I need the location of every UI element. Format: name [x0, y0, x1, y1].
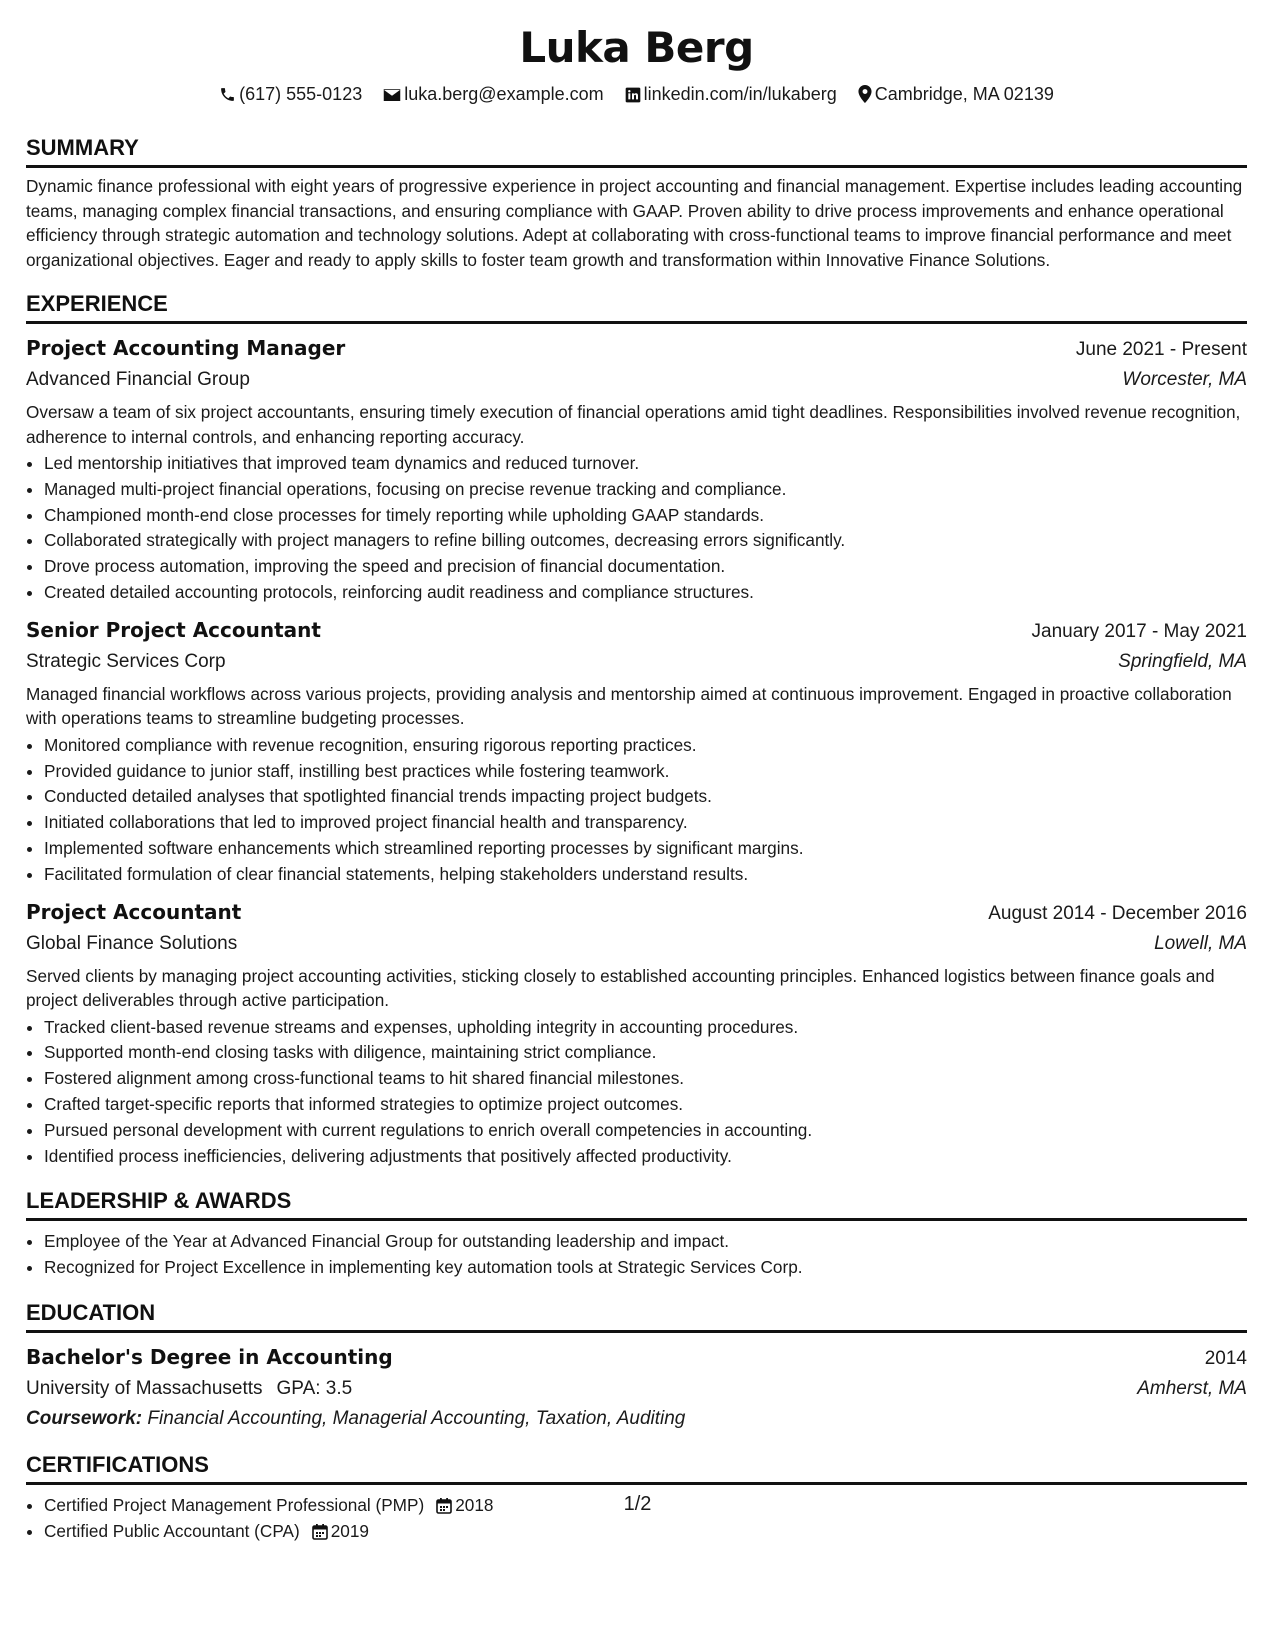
candidate-name: Luka Berg [519, 23, 754, 72]
job-bullets [26, 1015, 1247, 1170]
school-location: Amherst, MA [1137, 1377, 1247, 1399]
job-entry [26, 616, 1247, 888]
linkedin-icon [625, 87, 641, 103]
contact-location [858, 84, 1054, 104]
map-pin-icon [858, 85, 872, 103]
job-location: Springfield, MA [1118, 650, 1247, 672]
resume-page [26, 0, 1247, 1545]
job-location: Lowell, MA [1154, 932, 1247, 954]
company-name: Advanced Financial Group [26, 369, 250, 390]
leadership-bullets [26, 1229, 1247, 1281]
job-dates: January 2017 - May 2021 [1031, 620, 1247, 642]
gpa: GPA: 3.5 [276, 1377, 353, 1399]
certification-year: 2018 [455, 1494, 494, 1515]
list-item: • Facilitated formulation of clear financial statements, helping stakeholders understand results. [44, 862, 1247, 888]
leadership-heading: LEADERSHIP & AWARDS [26, 1187, 1247, 1221]
list-item: • Provided guidance to junior staff, instilling best practices while fostering teamwork. [44, 759, 1247, 785]
list-item: • Supported month-end closing tasks with diligence, maintaining strict compliance. [44, 1040, 1247, 1066]
summary-heading: SUMMARY [26, 134, 1247, 168]
list-item: • Crafted target-specific reports that informed strategies to optimize project outcomes. [44, 1092, 1247, 1118]
contact-email[interactable] [383, 84, 608, 104]
certification-name: Certified Public Accountant (CPA) [44, 1520, 300, 1541]
job-entry [26, 898, 1247, 1170]
company-name: Global Finance Solutions [26, 932, 238, 954]
job-entry [26, 334, 1247, 606]
job-description: Served clients by managing project accounting activities, sticking closely to established accounting principles. Enhanced logistics between finance goals and project deliverables through active participation. [26, 965, 1215, 1011]
coursework [26, 1405, 1247, 1433]
job-title: Project Accountant [26, 899, 242, 924]
list-item: • Recognized for Project Excellence in implementing key automation tools at Strategic Services Corp. [44, 1255, 1247, 1281]
list-item: • Pursued personal development with current regulations to enrich overall competencies in accounting. [44, 1118, 1247, 1144]
education-entry [26, 1343, 1247, 1433]
page-number: 1/2 [623, 1493, 652, 1515]
job-description: Managed financial workflows across various projects, providing analysis and mentorship aimed at continuous improvement. Engaged in proactive collaboration with operations teams to streamline budgeting processes. [26, 683, 1232, 729]
list-item: • Drove process automation, improving the speed and precision of financial documentation. [44, 554, 1247, 580]
job-description: Oversaw a team of six project accountants, ensuring timely execution of financial operations amid tight deadlines. Responsibilities involved revenue recognition, adherence to internal controls, and enhancing reporting accuracy. [26, 402, 1241, 447]
list-item: • Created detailed accounting protocols, reinforcing audit readiness and compliance structures. [44, 580, 1247, 606]
list-item: • Managed multi-project financial operations, focusing on precise revenue tracking and compliance. [44, 477, 1247, 503]
job-title: Project Accounting Manager [26, 336, 346, 360]
linkedin-text: linkedin.com/in/lukaberg [643, 84, 837, 104]
calendar-icon [312, 1523, 328, 1540]
job-dates: August 2014 - December 2016 [988, 902, 1247, 924]
job-dates: June 2021 - Present [1075, 339, 1247, 360]
contact-line [26, 82, 1247, 106]
list-item: • Identified process inefficiencies, delivering adjustments that positively affected productivity. [44, 1144, 1247, 1170]
graduation-year: 2014 [1204, 1347, 1247, 1369]
job-bullets [26, 733, 1247, 888]
list-item: • Conducted detailed analyses that spotlighted financial trends impacting project budgets. [44, 784, 1247, 810]
job-title: Senior Project Accountant [26, 617, 321, 642]
job-bullets [26, 451, 1247, 606]
list-item: • Fostered alignment among cross-functional teams to hit shared financial milestones. [44, 1066, 1247, 1092]
list-item: • Implemented software enhancements which streamlined reporting processes by significant margins. [44, 836, 1247, 862]
list-item: • Led mentorship initiatives that improved team dynamics and reduced turnover. [44, 451, 1247, 477]
coursework-list: Financial Accounting, Managerial Accounting, Taxation, Auditing [147, 1407, 686, 1429]
education-heading: EDUCATION [26, 1299, 1247, 1333]
contact-linkedin[interactable] [625, 84, 842, 104]
list-item: • Collaborated strategically with project managers to refine billing outcomes, decreasing errors significantly. [44, 528, 1247, 554]
summary-text: Dynamic finance professional with eight years of progressive experience in project accounting and financial management. Expertise includes leading accounting teams, managing complex financial transactions, and ensuring compliance with GAAP. Proven ability to drive process improvements and enhance operational efficiency through strategic automation and technology solutions. Adept at collaborating with cross-functional teams to improve financial performance and meet organizational objectives. Eager and ready to apply skills to foster team growth and transformation within Innovative Finance Solutions. [26, 176, 1243, 270]
phone-icon [219, 86, 236, 103]
email-text: luka.berg@example.com [404, 84, 604, 104]
phone-text: (617) 555-0123 [239, 84, 363, 104]
experience-heading: EXPERIENCE [26, 290, 1247, 324]
list-item: • Initiated collaborations that led to improved project financial health and transparency. [44, 810, 1247, 836]
certifications-heading: CERTIFICATIONS [26, 1451, 1247, 1485]
coursework-label: Coursework: [26, 1407, 143, 1429]
envelope-icon [383, 87, 401, 103]
certification-name: Certified Project Management Professional (PMP) [44, 1494, 425, 1515]
list-item: • Employee of the Year at Advanced Financial Group for outstanding leadership and impact. [44, 1229, 1247, 1255]
contact-phone [219, 84, 367, 104]
certification-year: 2019 [330, 1520, 369, 1541]
school-name: University of Massachusetts [26, 1377, 263, 1399]
location-text: Cambridge, MA 02139 [874, 84, 1054, 104]
list-item [44, 1519, 1247, 1545]
list-item: • Tracked client-based revenue streams and expenses, upholding integrity in accounting procedures. [44, 1015, 1247, 1041]
list-item: • Championed month-end close processes for timely reporting while upholding GAAP standards. [44, 503, 1247, 529]
degree-title: Bachelor's Degree in Accounting [26, 1344, 393, 1369]
job-location: Worcester, MA [1122, 369, 1247, 390]
company-name: Strategic Services Corp [26, 650, 226, 672]
list-item: • Monitored compliance with revenue recognition, ensuring rigorous reporting practices. [44, 733, 1247, 759]
